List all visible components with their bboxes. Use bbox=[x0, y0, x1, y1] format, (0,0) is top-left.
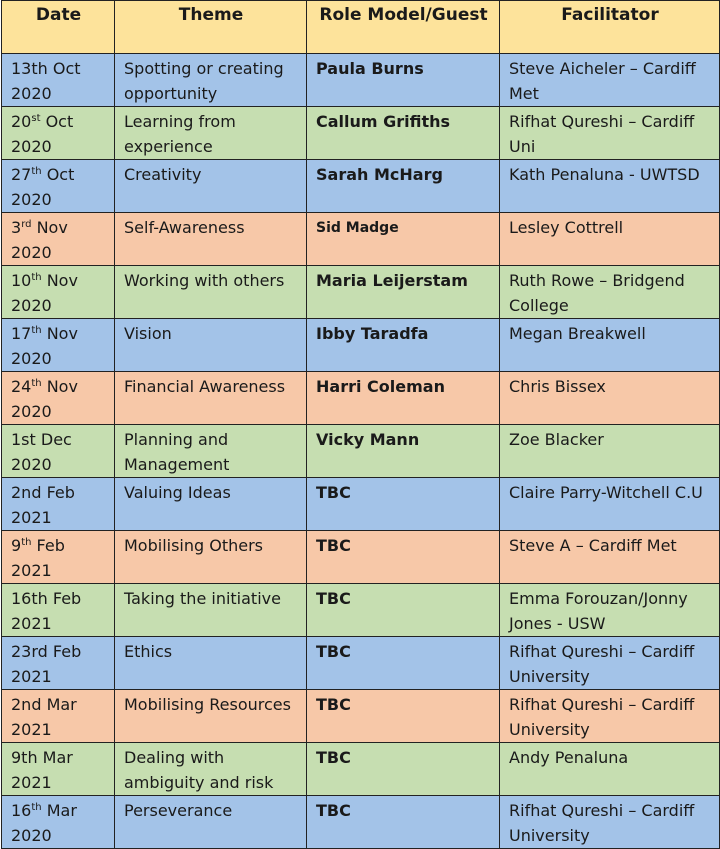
date-cell bbox=[2, 637, 115, 690]
facilitator-cell: Rifhat Qureshi – Cardiff University bbox=[500, 637, 720, 690]
guest-cell: TBC bbox=[307, 584, 500, 637]
date-month-year: Oct 2020 bbox=[11, 165, 75, 209]
facilitator-cell: Claire Parry-Witchell C.U bbox=[500, 478, 720, 531]
date-month-year: Oct 2020 bbox=[11, 59, 81, 103]
theme-cell: Mobilising Others bbox=[115, 531, 307, 584]
date-month-year: Nov 2020 bbox=[11, 218, 68, 262]
table-row bbox=[2, 478, 720, 531]
theme-cell: Spotting or creating opportunity bbox=[115, 54, 307, 107]
facilitator-cell: Steve A – Cardiff Met bbox=[500, 531, 720, 584]
table-row bbox=[2, 266, 720, 319]
guest-cell: TBC bbox=[307, 531, 500, 584]
date-day: 9 bbox=[11, 536, 22, 555]
date-day: 27 bbox=[11, 165, 32, 184]
facilitator-cell: Chris Bissex bbox=[500, 372, 720, 425]
theme-cell: Dealing with ambiguity and risk bbox=[115, 743, 307, 796]
header-facilitator: Facilitator bbox=[500, 1, 720, 54]
table-row bbox=[2, 690, 720, 743]
facilitator-cell: Ruth Rowe – Bridgend College bbox=[500, 266, 720, 319]
date-cell bbox=[2, 796, 115, 849]
theme-cell: Ethics bbox=[115, 637, 307, 690]
table-row bbox=[2, 584, 720, 637]
date-suffix: th bbox=[31, 378, 42, 389]
schedule-body bbox=[2, 54, 720, 849]
guest-cell: Sarah McHarg bbox=[307, 160, 500, 213]
date-day: 10 bbox=[11, 271, 32, 290]
guest-cell: Ibby Taradfa bbox=[307, 319, 500, 372]
theme-cell: Learning from experience bbox=[115, 107, 307, 160]
guest-cell: Vicky Mann bbox=[307, 425, 500, 478]
date-suffix: th bbox=[31, 802, 42, 813]
facilitator-cell: Lesley Cottrell bbox=[500, 213, 720, 266]
date-month-year: Mar 2021 bbox=[11, 695, 77, 739]
date-day: 17 bbox=[11, 324, 32, 343]
header-theme: Theme bbox=[115, 1, 307, 54]
theme-cell: Valuing Ideas bbox=[115, 478, 307, 531]
date-day: 3 bbox=[11, 218, 22, 237]
facilitator-cell: Kath Penaluna - UWTSD bbox=[500, 160, 720, 213]
date-month-year: Nov 2020 bbox=[11, 271, 78, 315]
date-month-year: Feb 2021 bbox=[11, 483, 75, 527]
date-cell bbox=[2, 107, 115, 160]
date-month-year: Mar 2020 bbox=[11, 801, 77, 845]
date-month-year: Feb 2021 bbox=[11, 642, 82, 686]
theme-cell: Perseverance bbox=[115, 796, 307, 849]
guest-cell: TBC bbox=[307, 478, 500, 531]
table-row bbox=[2, 372, 720, 425]
facilitator-cell: Zoe Blacker bbox=[500, 425, 720, 478]
theme-cell: Financial Awareness bbox=[115, 372, 307, 425]
date-month-year: Feb 2021 bbox=[11, 536, 65, 580]
date-cell bbox=[2, 160, 115, 213]
guest-cell: Paula Burns bbox=[307, 54, 500, 107]
guest-cell: Sid Madge bbox=[307, 213, 500, 266]
table-row bbox=[2, 425, 720, 478]
date-suffix: th bbox=[31, 325, 42, 336]
theme-cell: Vision bbox=[115, 319, 307, 372]
theme-cell: Creativity bbox=[115, 160, 307, 213]
table-row bbox=[2, 54, 720, 107]
date-cell bbox=[2, 54, 115, 107]
facilitator-cell: Rifhat Qureshi – Cardiff University bbox=[500, 690, 720, 743]
date-cell bbox=[2, 372, 115, 425]
date-month-year: Nov 2020 bbox=[11, 377, 78, 421]
facilitator-cell: Andy Penaluna bbox=[500, 743, 720, 796]
header-date: Date bbox=[2, 1, 115, 54]
table-row bbox=[2, 796, 720, 849]
date-day: 16 bbox=[11, 801, 32, 820]
table-row bbox=[2, 107, 720, 160]
header-guest: Role Model/Guest bbox=[307, 1, 500, 54]
date-suffix: th bbox=[31, 272, 42, 283]
table-row bbox=[2, 637, 720, 690]
date-cell bbox=[2, 266, 115, 319]
date-day: 16th bbox=[11, 589, 48, 608]
date-suffix: rd bbox=[21, 219, 32, 230]
date-day: 1st bbox=[11, 430, 36, 449]
date-cell bbox=[2, 213, 115, 266]
guest-cell: Callum Grifiths bbox=[307, 107, 500, 160]
date-month-year: Nov 2020 bbox=[11, 324, 78, 368]
date-month-year: Oct 2020 bbox=[11, 112, 74, 156]
theme-cell: Planning and Management bbox=[115, 425, 307, 478]
date-month-year: Feb 2021 bbox=[11, 589, 82, 633]
date-day: 13th bbox=[11, 59, 48, 78]
theme-cell: Working with others bbox=[115, 266, 307, 319]
date-day: 24 bbox=[11, 377, 32, 396]
facilitator-cell: Emma Forouzan/Jonny Jones - USW bbox=[500, 584, 720, 637]
header-row bbox=[2, 1, 720, 54]
date-suffix: st bbox=[31, 113, 41, 124]
date-day: 2nd bbox=[11, 695, 42, 714]
guest-cell: TBC bbox=[307, 743, 500, 796]
theme-cell: Taking the initiative bbox=[115, 584, 307, 637]
date-cell bbox=[2, 584, 115, 637]
facilitator-cell: Megan Breakwell bbox=[500, 319, 720, 372]
schedule-table bbox=[1, 0, 720, 849]
table-row bbox=[2, 160, 720, 213]
facilitator-cell: Rifhat Qureshi – Cardiff University bbox=[500, 796, 720, 849]
date-day: 23rd bbox=[11, 642, 48, 661]
theme-cell: Mobilising Resources bbox=[115, 690, 307, 743]
date-day: 2nd bbox=[11, 483, 42, 502]
date-month-year: Mar 2021 bbox=[11, 748, 73, 792]
date-suffix: th bbox=[31, 166, 42, 177]
date-cell bbox=[2, 478, 115, 531]
date-cell bbox=[2, 690, 115, 743]
date-day: 9th bbox=[11, 748, 38, 767]
guest-cell: TBC bbox=[307, 796, 500, 849]
date-day: 20 bbox=[11, 112, 32, 131]
guest-cell: TBC bbox=[307, 690, 500, 743]
date-cell bbox=[2, 531, 115, 584]
guest-cell: TBC bbox=[307, 637, 500, 690]
guest-cell: Harri Coleman bbox=[307, 372, 500, 425]
date-month-year: Dec 2020 bbox=[11, 430, 72, 474]
date-suffix: th bbox=[21, 537, 32, 548]
theme-cell: Self-Awareness bbox=[115, 213, 307, 266]
date-cell bbox=[2, 425, 115, 478]
facilitator-cell: Rifhat Qureshi – Cardiff Uni bbox=[500, 107, 720, 160]
table-row bbox=[2, 213, 720, 266]
facilitator-cell: Steve Aicheler – Cardiff Met bbox=[500, 54, 720, 107]
date-cell bbox=[2, 319, 115, 372]
guest-cell: Maria Leijerstam bbox=[307, 266, 500, 319]
table-row bbox=[2, 319, 720, 372]
table-row bbox=[2, 531, 720, 584]
